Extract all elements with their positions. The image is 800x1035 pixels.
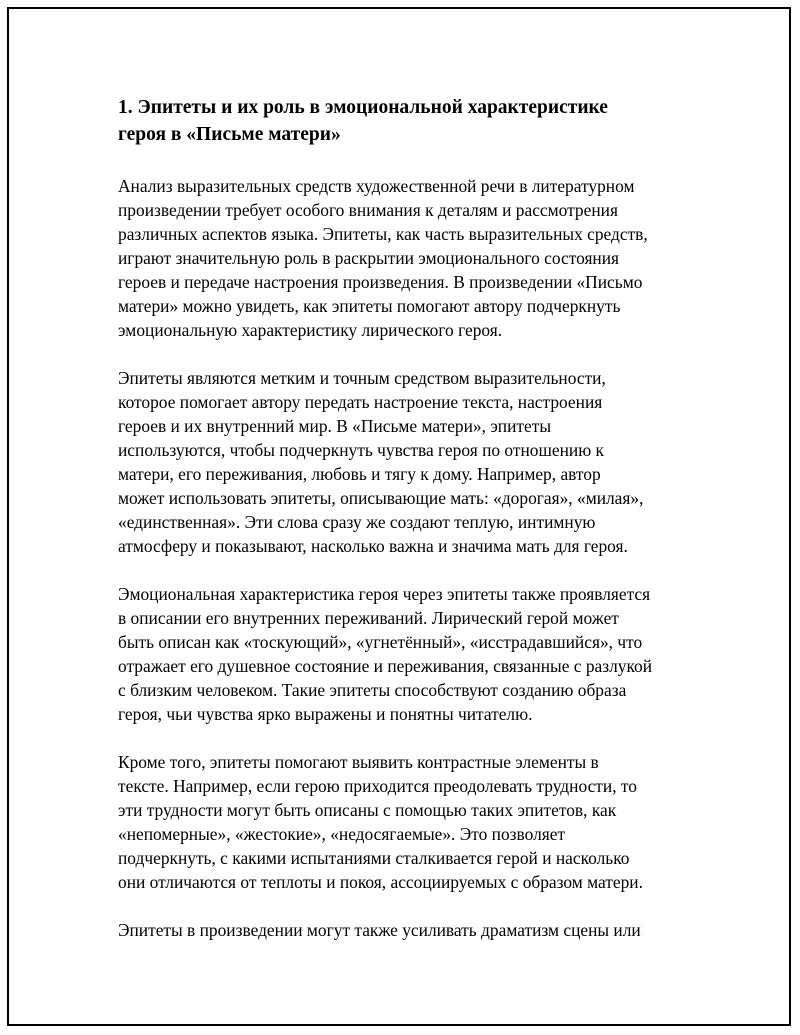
paragraph-4: Кроме того, эпитеты помогают выявить контрастные элементы в тексте. Например, если герою приходится преодолевать трудности, то эти трудности могут быть описаны с помощью таких эпитетов, как «непомерные», «жестокие», «недосягаемые». Это позволяет подчеркнуть, с какими испытаниями сталкивается герой и насколько они отличаются от теплоты и покоя, ассоциируемых с образом матери.: [118, 752, 643, 892]
paragraph-2: Эпитеты являются метким и точным средством выразительности, которое помогает автору передать настроение текста, настроения героев и их внутренний мир. В «Письме матери», эпитеты используются, чтобы подчеркнуть чувства героя по отношению к матери, его переживания, любовь и тягу к дому. Например, автор может использовать эпитеты, описывающие мать: «дорогая», «милая», «единственная». Эти слова сразу же создают теплую, интимную атмосферу и показывают, насколько важна и значима мать для героя.: [118, 368, 644, 556]
paragraph-5: Эпитеты в произведении могут также усиливать драматизм сцены или: [118, 920, 641, 940]
section-heading: 1. Эпитеты и их роль в эмоциональной характеристике героя в «Письме матери»: [118, 97, 608, 145]
paragraph-1: Анализ выразительных средств художественной речи в литературном произведении требует особого внимания к деталям и рассмотрения различных аспектов языка. Эпитеты, как часть выразительных средств, играют значительную роль в раскрытии эмоционального состояния героев и передаче настроения произведения. В произведении «Письмо матери» можно увидеть, как эпитеты помогают автору подчеркнуть эмоциональную характеристику лирического героя.: [118, 176, 648, 340]
paragraph-3: Эмоциональная характеристика героя через эпитеты также проявляется в описании его внутренних переживаний. Лирический герой может быть описан как «тоскующий», «угнетённый», «исстрадавшийся», что отражает его душевное состояние и переживания, связанные с разлукой с близким человеком. Такие эпитеты способствуют созданию образа героя, чьи чувства ярко выражены и понятны читателю.: [118, 584, 653, 724]
document-body: [118, 94, 696, 966]
